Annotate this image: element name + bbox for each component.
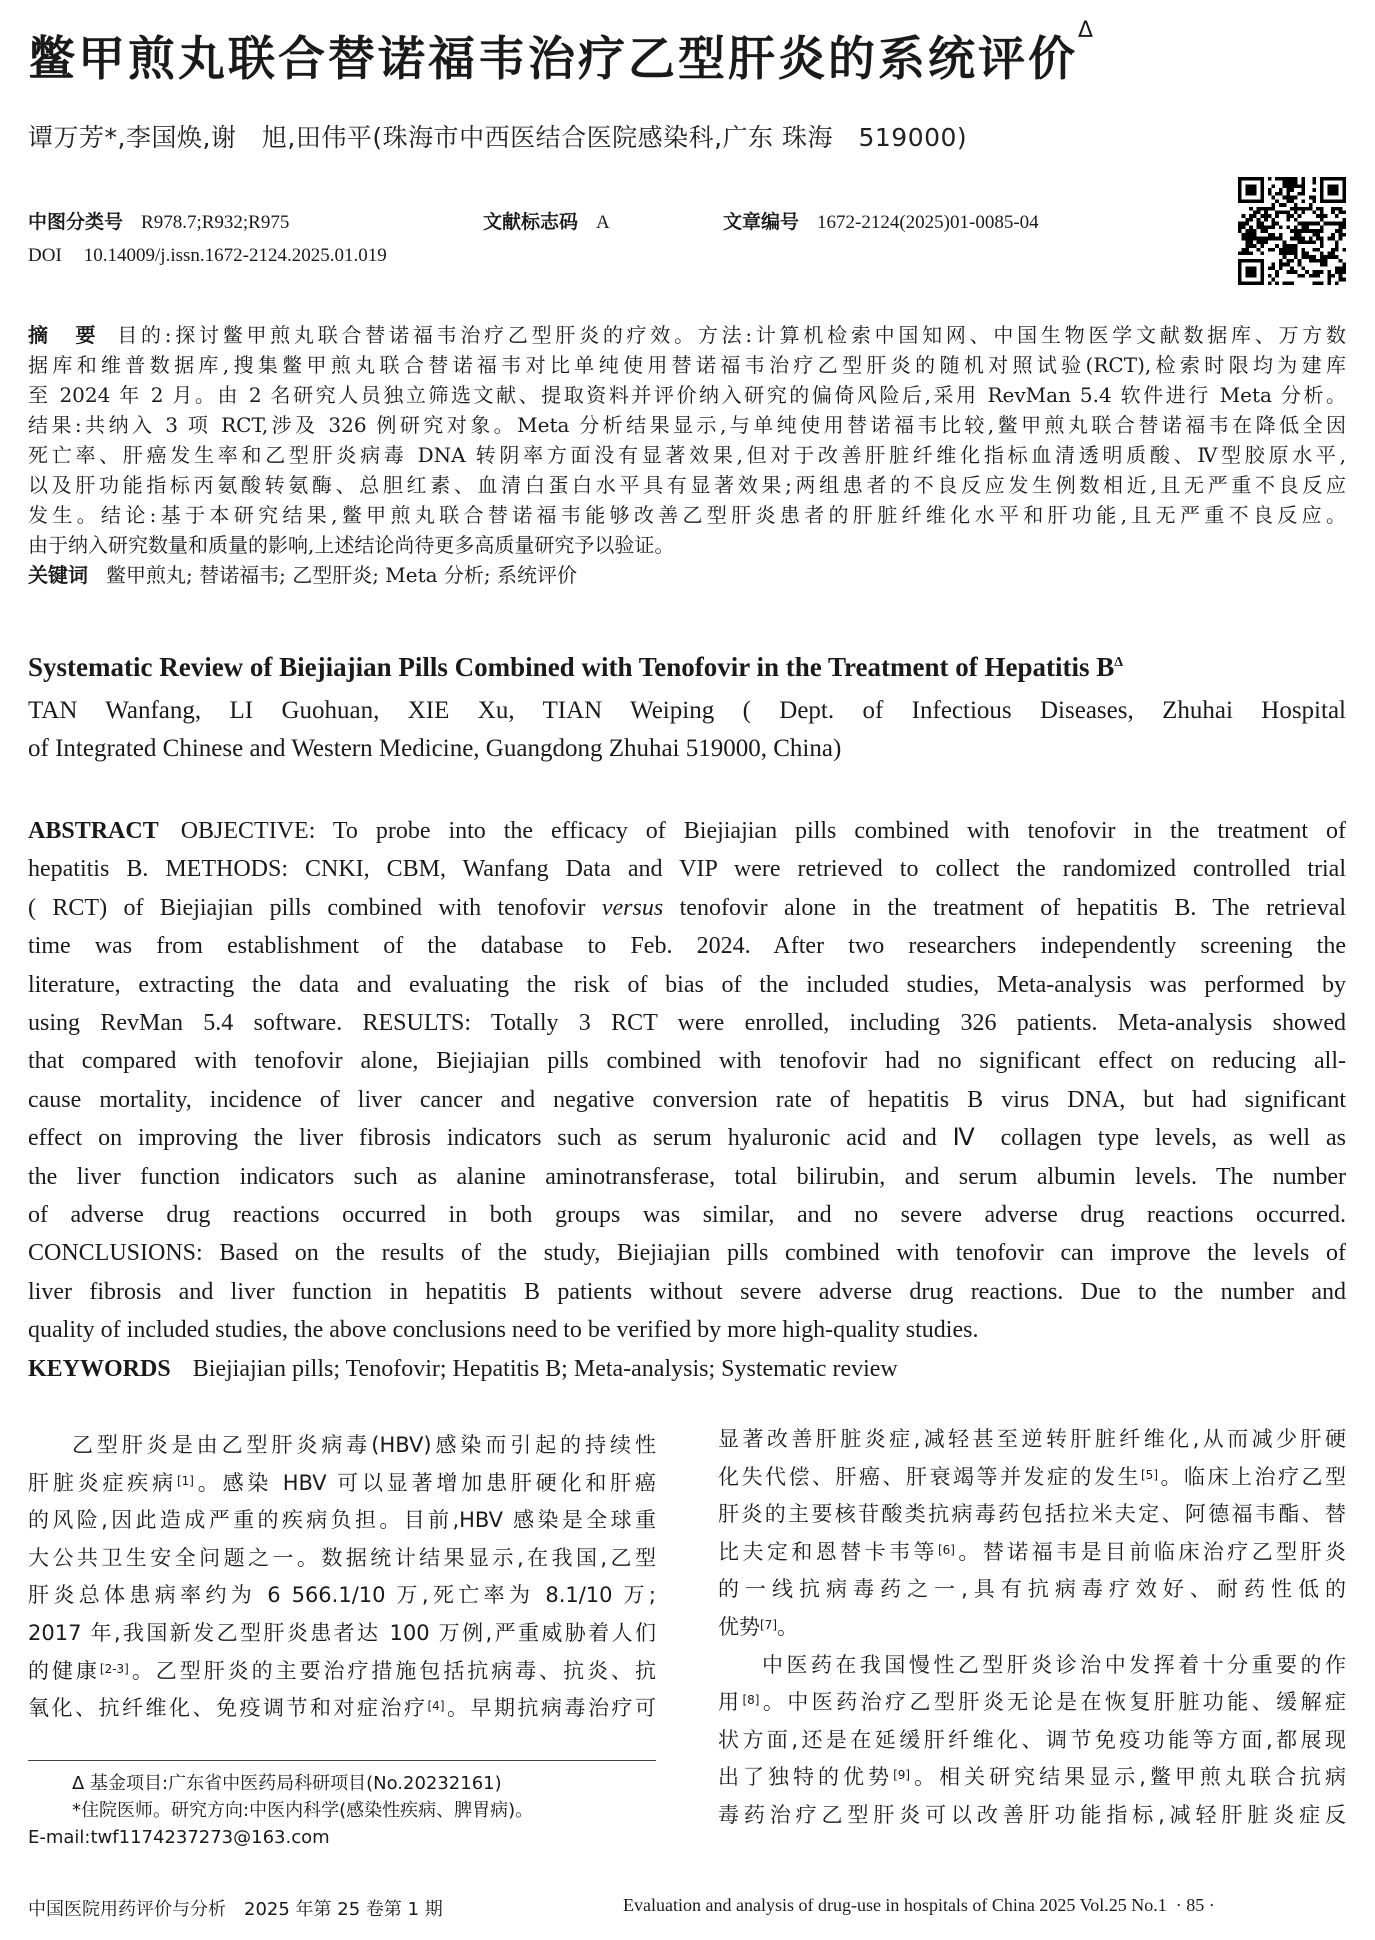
abstract-en-line: ( RCT) of Biejiajian pills combined with tenofovir versus tenofovir alone in the treatment of hepatitis B. The retrieval bbox=[28, 894, 1347, 921]
keywords-cn bbox=[28, 560, 1346, 590]
body-line: 出了独特的优势[9]。相关研究结果显示,鳖甲煎丸联合抗病 bbox=[718, 1765, 1346, 1790]
citation-ref[interactable]: [7] bbox=[760, 1617, 777, 1632]
abstract-cn-line: 死亡率、肝癌发生率和乙型肝炎病毒 DNA 转阴率方面没有显著效果,但对于改善肝脏纤维化指标血清透明质酸、Ⅳ型胶原水平, bbox=[28, 443, 1346, 467]
body-line: 的健康[2-3]。乙型肝炎的主要治疗措施包括抗病毒、抗炎、抗 bbox=[28, 1658, 657, 1683]
citation-ref[interactable]: [2-3] bbox=[99, 1661, 129, 1676]
abstract-en-line: using RevMan 5.4 software. RESULTS: Totally 3 RCT were enrolled, including 326 patients. Meta-analysis showed bbox=[28, 1010, 1346, 1037]
doi-line bbox=[28, 245, 387, 267]
citation-ref[interactable]: [9] bbox=[893, 1768, 911, 1783]
keywords-en-label: KEYWORDS bbox=[28, 1355, 171, 1382]
body-line: 的风险,因此造成严重的疾病负担。目前,HBV 感染是全球重 bbox=[28, 1508, 656, 1533]
abstract-en-label: ABSTRACT bbox=[28, 818, 159, 844]
abstract-en-line: liver fibrosis and liver function in hepatitis B patients without severe adverse drug reactions. Due to the number and bbox=[28, 1278, 1346, 1305]
article-title-cn bbox=[28, 18, 1097, 89]
body-line: 2017 年,我国新发乙型肝炎患者达 100 万例,严重威胁着人们 bbox=[28, 1620, 656, 1645]
abstract-cn bbox=[28, 320, 1346, 590]
clc-value: R978.7;R932;R975 bbox=[141, 212, 290, 233]
abstract-en-line: CONCLUSIONS: Based on the results of the study, Biejiajian pills combined with tenofovir can improve the levels of bbox=[28, 1240, 1346, 1267]
title-text: 鳖甲煎丸联合替诺福韦治疗乙型肝炎的系统评价 bbox=[28, 32, 1078, 87]
body-line: 肝脏炎症疾病[1]。感染 HBV 可以显著增加患肝硬化和肝癌 bbox=[28, 1470, 656, 1495]
abstract-en-line: effect on improving the liver fibrosis indicators such as serum hyaluronic acid and Ⅳ collagen type levels, as well as bbox=[28, 1125, 1346, 1152]
body-line: 的一线抗病毒药之一,具有抗病毒疗效好、耐药性低的 bbox=[718, 1577, 1346, 1602]
body-line: 比夫定和恩替卡韦等[6]。替诺福韦是目前临床治疗乙型肝炎 bbox=[718, 1539, 1347, 1564]
italic-versus: versus bbox=[601, 894, 664, 921]
body-line: 优势[7]。 bbox=[718, 1614, 798, 1639]
fund-mark: Δ bbox=[1078, 18, 1097, 43]
abstract-en-line: quality of included studies, the above conclusions need to be verified by more high-quality studies. bbox=[28, 1317, 979, 1344]
page-number: · 85 · bbox=[1175, 1895, 1215, 1915]
article-no-group bbox=[723, 207, 1039, 234]
keywords-en-value: Biejiajian pills; Tenofovir; Hepatitis B; Meta-analysis; Systematic review bbox=[192, 1355, 898, 1382]
footnote-author: *住院医师。研究方向:中医内科学(感染性疾病、脾胃病)。 bbox=[72, 1800, 534, 1821]
clc-group bbox=[28, 207, 483, 234]
abstract-en-line: cause mortality, incidence of liver cancer and negative conversion rate of hepatitis B virus DNA, but had significant bbox=[28, 1086, 1346, 1113]
body-line: 大公共卫生安全问题之一。数据统计结果显示,在我国,乙型 bbox=[28, 1545, 656, 1570]
citation-ref[interactable]: [6] bbox=[937, 1542, 955, 1557]
footnote-email: E-mail:twf1174237273@163.com bbox=[28, 1827, 330, 1848]
authors-cn: 谭万芳*,李国焕,谢 旭,田伟平(珠海市中西医结合医院感染科,广东 珠海 519000) bbox=[28, 123, 968, 152]
article-title-en: Systematic Review of Biejiajian Pills Combined with Tenofovir in the Treatment of Hepatitis $B^\Delta$ bbox=[28, 652, 1123, 682]
abstract-cn-line: 以及肝功能指标丙氨酸转氨酶、总胆红素、血清白蛋白水平具有显著效果;两组患者的不良反应发生例数相近,且无严重不良反应 bbox=[28, 473, 1346, 497]
body-line: 显著改善肝脏炎症,减轻甚至逆转肝脏纤维化,从而减少肝硬 bbox=[718, 1427, 1346, 1451]
journal-name-cn: 中国医院用药评价与分析 2025 年第 25 卷第 1 期 bbox=[28, 1899, 443, 1920]
citation-ref[interactable]: [1] bbox=[176, 1473, 194, 1488]
body-line: 肝炎的主要核苷酸类抗病毒药包括拉米夫定、阿德福韦酯、替 bbox=[718, 1502, 1346, 1527]
body-line: 用[8]。中医药治疗乙型肝炎无论是在恢复肝脏功能、缓解症 bbox=[718, 1690, 1347, 1715]
doc-code-group bbox=[483, 207, 723, 234]
abstract-en-line: time was from establishment of the database to Feb. 2024. After two researchers independently screening the bbox=[28, 933, 1346, 960]
abstract-en-line: ABSTRACT OBJECTIVE: To probe into the efficacy of Biejiajian pills combined with tenofovir in the treatment of bbox=[28, 818, 1346, 844]
keywords-cn-value: 鳖甲煎丸; 替诺福韦; 乙型肝炎; Meta 分析; 系统评价 bbox=[106, 563, 578, 587]
abstract-cn-line: 发生。结论:基于本研究结果,鳖甲煎丸联合替诺福韦能够改善乙型肝炎患者的肝脏纤维化水平和肝功能,且无严重不良反应。 bbox=[28, 503, 1346, 527]
keywords-cn-label: 关键词 bbox=[28, 563, 88, 587]
classification-line bbox=[28, 207, 1039, 234]
abstract-cn-line: 至 2024 年 2 月。由 2 名研究人员独立筛选文献、提取资料并评价纳入研究的偏倚风险后,采用 RevMan 5.4 软件进行 Meta 分析。 bbox=[28, 383, 1346, 407]
body-line: 乙型肝炎是由乙型肝炎病毒(HBV)感染而引起的持续性 bbox=[72, 1433, 656, 1457]
body-line: 化失代偿、肝癌、肝衰竭等并发症的发生[5]。临床上治疗乙型 bbox=[718, 1464, 1346, 1489]
body-line: 氧化、抗纤维化、免疫调节和对症治疗[4]。早期抗病毒治疗可 bbox=[28, 1696, 656, 1721]
clc-label: 中图分类号 bbox=[28, 211, 124, 233]
footnote-fund: Δ 基金项目:广东省中医药局科研项目(No.20232161) bbox=[72, 1773, 502, 1794]
citation-ref[interactable]: [8] bbox=[742, 1693, 760, 1708]
abstract-en-line: the liver function indicators such as alanine aminotransferase, total bilirubin, and serum albumin levels. The number bbox=[28, 1163, 1346, 1190]
body-line: 状方面,还是在延缓肝纤维化、调节免疫功能等方面,都展现 bbox=[718, 1727, 1346, 1752]
abstract-en bbox=[28, 812, 1346, 1388]
authors-en bbox=[28, 692, 1346, 768]
abstract-cn-line: 据库和维普数据库,搜集鳖甲煎丸联合替诺福韦对比单纯使用替诺福韦治疗乙型肝炎的随机对照试验(RCT),检索时限均为建库 bbox=[28, 353, 1346, 377]
qr-code-icon bbox=[1238, 177, 1346, 285]
footnotes bbox=[28, 1770, 533, 1851]
citation-ref[interactable]: [4] bbox=[427, 1699, 445, 1714]
keywords-en bbox=[28, 1350, 1346, 1388]
doc-code-label: 文献标志码 bbox=[483, 211, 579, 233]
article-no-label: 文章编号 bbox=[723, 211, 800, 233]
abstract-cn-line: 结果:共纳入 3 项 RCT,涉及 326 例研究对象。Meta 分析结果显示,与单纯使用替诺福韦比较,鳖甲煎丸联合替诺福韦在降低全因 bbox=[28, 413, 1346, 437]
body-line: 毒药治疗乙型肝炎可以改善肝功能指标,减轻肝脏炎症反 bbox=[718, 1802, 1346, 1827]
abstract-en-line: of adverse drug reactions occurred in both groups was similar, and no severe adverse drug reactions occurred. bbox=[28, 1202, 1346, 1229]
body-column-right bbox=[718, 1421, 1346, 1835]
abstract-en-line: hepatitis B. METHODS: CNKI, CBM, Wanfang Data and VIP were retrieved to collect the randomized controlled trial bbox=[28, 856, 1346, 883]
authors-en-line: of Integrated Chinese and Western Medicine, Guangdong Zhuhai 519000, China) bbox=[28, 735, 842, 762]
footnote-divider bbox=[28, 1760, 656, 1761]
abstract-en-line: that compared with tenofovir alone, Biejiajian pills combined with tenofovir had no significant effect on reducing all- bbox=[28, 1048, 1346, 1075]
abstract-cn-line: 摘 要 目的:探讨鳖甲煎丸联合替诺福韦治疗乙型肝炎的疗效。方法:计算机检索中国知网、中国生物医学文献数据库、万方数 bbox=[28, 323, 1346, 347]
authors-en-line: TAN Wanfang, LI Guohuan, XIE Xu, TIAN Weiping ( Dept. of Infectious Diseases, Zhuhai Hospital bbox=[28, 697, 1346, 724]
citation-ref[interactable]: [5] bbox=[1141, 1467, 1158, 1482]
body-line: 中医药在我国慢性乙型肝炎诊治中发挥着十分重要的作 bbox=[762, 1652, 1346, 1677]
doi-label: DOI bbox=[28, 245, 62, 266]
body-column-left bbox=[28, 1427, 656, 1728]
article-no-value: 1672-2124(2025)01-0085-04 bbox=[817, 212, 1039, 233]
abstract-cn-label: 摘 要 bbox=[28, 323, 100, 347]
body-line: 肝炎总体患病率约为 6 566.1/10 万,死亡率为 8.1/10 万; bbox=[28, 1583, 656, 1608]
doc-code-value: A bbox=[596, 212, 610, 233]
journal-name-en: Evaluation and analysis of drug-use in hospitals of China 2025 Vol.25 No.1 · 85 · bbox=[623, 1895, 1215, 1915]
fund-mark-en: Δ bbox=[1114, 655, 1123, 670]
doi-value: 10.14009/j.issn.1672-2124.2025.01.019 bbox=[83, 245, 387, 266]
abstract-en-line: literature, extracting the data and evaluating the risk of bias of the included studies, Meta-analysis was performed by bbox=[28, 971, 1346, 998]
abstract-cn-line: 由于纳入研究数量和质量的影响,上述结论尚待更多高质量研究予以验证。 bbox=[28, 533, 675, 557]
